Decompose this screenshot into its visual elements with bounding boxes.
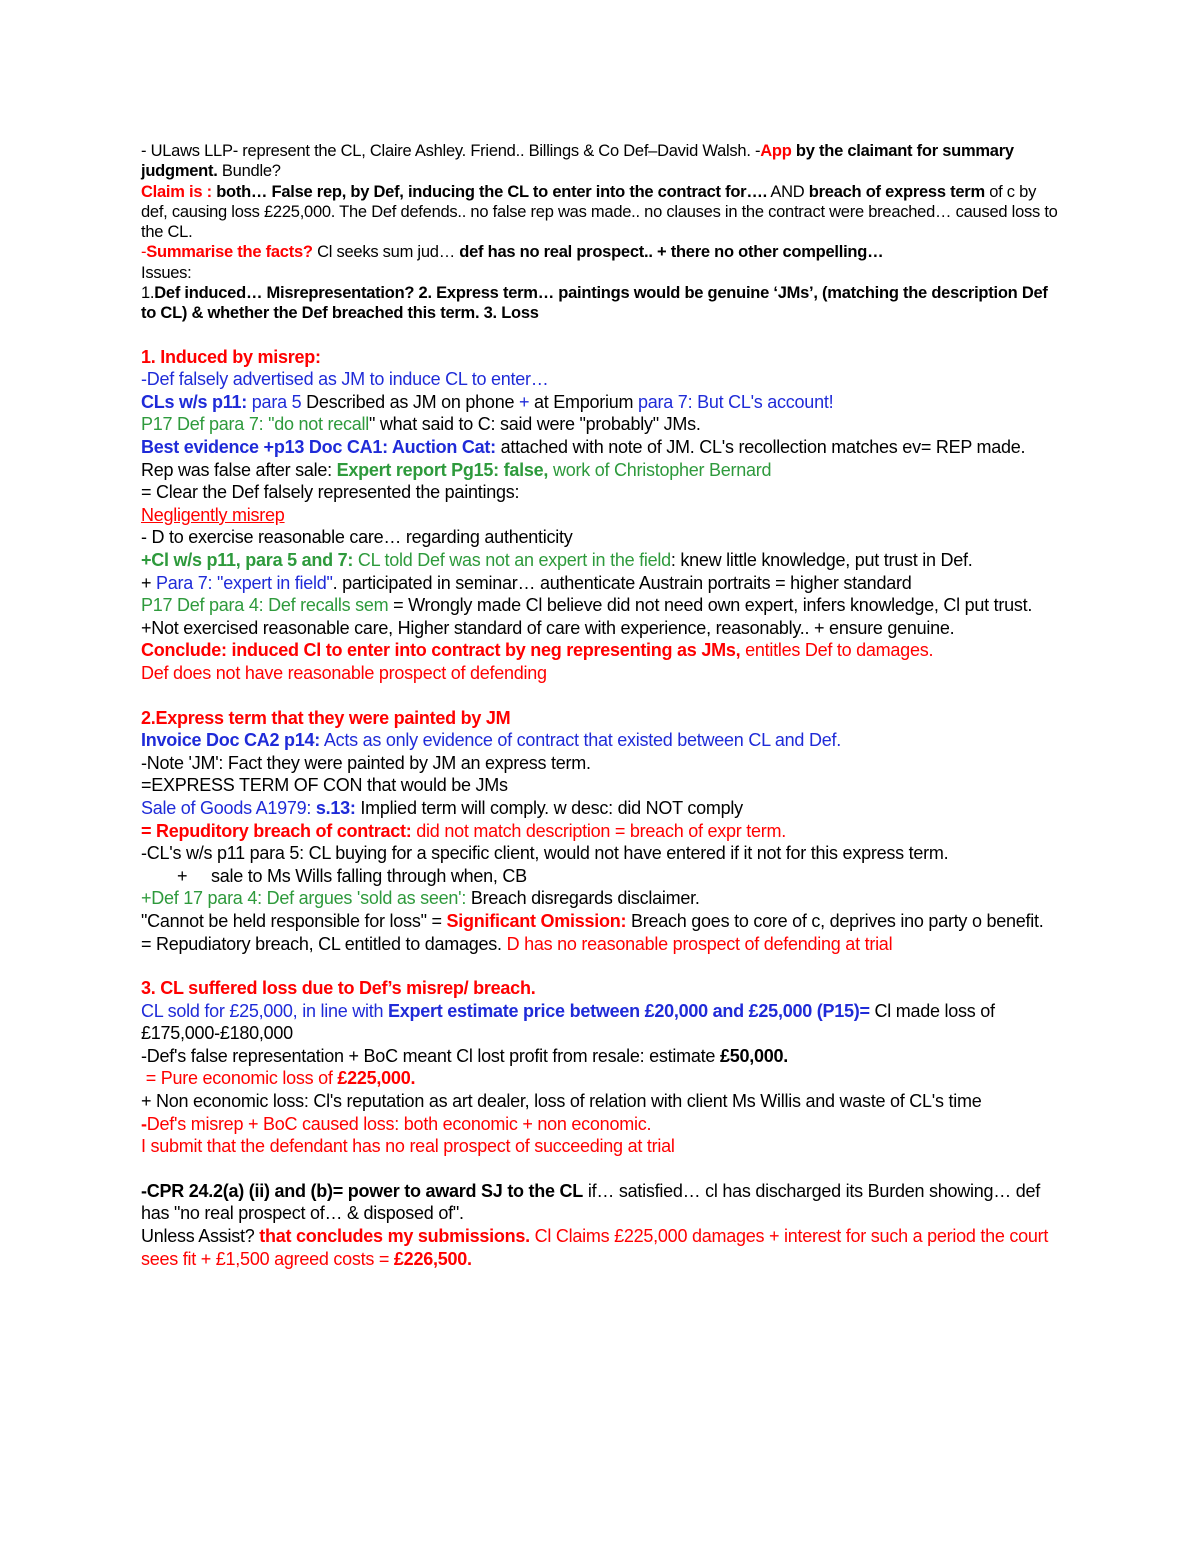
section-1-line: - D to exercise reasonable care… regarding authenticity — [141, 527, 573, 548]
spacer — [141, 955, 1066, 977]
section-1-line: +Not exercised reasonable care, Higher standard of care with experience, reasonably.. + ensure genuine. — [141, 617, 955, 638]
intro-summary: -Summarise the facts? Cl seeks sum jud… def has no real prospect.. + there no other compelling… — [141, 243, 884, 262]
section-2-conclusion: = Repudiatory breach, CL entitled to damages. D has no reasonable prospect of defending at trial — [141, 933, 893, 954]
section-3-line: + Non economic loss: Cl's reputation as art dealer, loss of relation with client Ms Willis and waste of CL's time — [141, 1091, 982, 1112]
section-1-subheading: Negligently misrep — [141, 504, 285, 525]
closing-submissions: Unless Assist? that concludes my submissions. Cl Claims £225,000 damages + interest for such a period the court sees fit + £1,500 agreed costs = £226,500. — [141, 1226, 1049, 1269]
section-1-line: CLs w/s p11: para 5 Described as JM on phone + at Emporium para 7: But CL's account! — [141, 391, 834, 412]
section-1-conclusion: Conclude: induced Cl to enter into contract by neg representing as JMs, entitles Def to damages. — [141, 640, 934, 661]
section-2-line: -CL's w/s p11 para 5: CL buying for a specific client, would not have entered if it not for this express term. — [141, 843, 949, 864]
section-3-line: = Pure economic loss of £225,000. — [141, 1068, 416, 1089]
section-1-line: +Cl w/s p11, para 5 and 7: CL told Def was not an expert in the field: knew little knowledge, put trust in Def. — [141, 550, 973, 571]
spacer — [141, 1158, 1066, 1180]
section-2-line: "Cannot be held responsible for loss" = Significant Omission: Breach goes to core of c, deprives ino party o benefit. — [141, 910, 1044, 931]
section-3-line: CL sold for £25,000, in line with Expert estimate price between £20,000 and £25,000 (P15)= Cl made loss of £175,000-£180,000 — [141, 1000, 995, 1044]
section-2-line: Sale of Goods A1979: s.13: Implied term will comply. w desc: did NOT comply — [141, 797, 743, 818]
section-2-line: =EXPRESS TERM OF CON that would be JMs — [141, 775, 508, 796]
document-page — [141, 141, 1066, 1270]
section-3-line: -Def's misrep + BoC caused loss: both economic + non economic. — [141, 1113, 652, 1134]
section-2-line: +Def 17 para 4: Def argues 'sold as seen': Breach disregards disclaimer. — [141, 888, 700, 909]
section-1-line: Rep was false after sale: Expert report Pg15: false, work of Christopher Bernard — [141, 459, 772, 480]
section-2-line: = Repuditory breach of contract: did not match description = breach of expr term. — [141, 820, 786, 841]
section-1-line: + Para 7: "expert in field". participated in seminar… authenticate Austrain portraits = higher standard — [141, 572, 912, 593]
section-2-heading: 2.Express term that they were painted by JM — [141, 707, 511, 728]
section-1-line: = Clear the Def falsely represented the paintings: — [141, 482, 520, 503]
intro-claim: Claim is : both… False rep, by Def, inducing the CL to enter into the contract for…. AND breach of express term of c by def, causing loss £225,000. The Def defends.. no false rep was made.. no clauses in the contract were breached… caused loss to the CL. — [141, 182, 1058, 242]
section-1-line: Def does not have reasonable prospect of defending — [141, 662, 547, 683]
section-2-line: Invoice Doc CA2 p14: Acts as only evidence of contract that existed between CL and Def. — [141, 730, 841, 751]
closing-cpr: -CPR 24.2(a) (ii) and (b)= power to award SJ to the CL if… satisfied… cl has discharged its Burden showing… def has "no real prospect of… & disposed of". — [141, 1180, 1041, 1224]
section-1-line: P17 Def para 4: Def recalls sem = Wrongly made Cl believe did not need own expert, infers knowledge, Cl put trust. — [141, 595, 1033, 616]
spacer — [141, 685, 1066, 707]
intro-issues: 1.Def induced… Misrepresentation? 2. Express term… paintings would be genuine ‘JMs’, (matching the description Def to CL) & whether the Def breached this term. 3. Loss — [141, 284, 1048, 323]
section-3-line: -Def's false representation + BoC meant Cl lost profit from resale: estimate £50,000. — [141, 1045, 789, 1066]
section-1-line: Best evidence +p13 Doc CA1: Auction Cat: attached with note of JM. CL's recollection matches ev= REP made. — [141, 437, 1026, 458]
section-2-line: -Note 'JM': Fact they were painted by JM an express term. — [141, 752, 591, 773]
section-2-line: + sale to Ms Wills falling through when, CB — [177, 865, 527, 886]
section-3-heading: 3. CL suffered loss due to Def’s misrep/ breach. — [141, 978, 536, 999]
section-1-line: P17 Def para 7: "do not recall" what said to C: said were "probably" JMs. — [141, 414, 701, 435]
spacer — [141, 324, 1066, 346]
section-1-heading: 1. Induced by misrep: — [141, 346, 321, 367]
section-1-line: -Def falsely advertised as JM to induce CL to enter… — [141, 369, 549, 390]
section-3-conclusion: I submit that the defendant has no real prospect of succeeding at trial — [141, 1136, 675, 1157]
intro-line-1: - ULaws LLP- represent the CL, Claire Ashley. Friend.. Billings & Co Def–David Walsh. -App by the claimant for summary judgment. Bundle? — [141, 142, 1014, 181]
intro-issues-label: Issues: — [141, 263, 192, 282]
